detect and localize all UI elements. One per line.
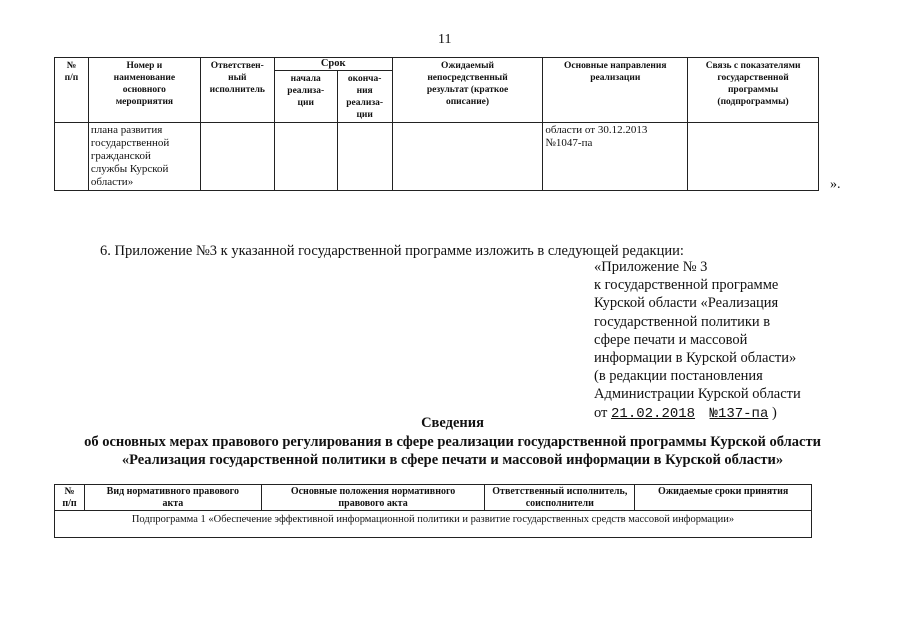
measures-table xyxy=(54,57,819,191)
annex-lines xyxy=(594,258,834,404)
annex-date: 21.02.2018 xyxy=(611,405,696,422)
annex-line: (в редакции постановления xyxy=(594,368,763,385)
text-line: ции xyxy=(356,110,373,120)
text-line: службы Курской xyxy=(90,163,169,175)
text-line: области» xyxy=(90,176,134,188)
text-line: области от 30.12.2013 xyxy=(545,124,648,136)
text-line: реализа- xyxy=(346,98,384,108)
text-line: мероприятия xyxy=(115,97,174,107)
text-line: гражданской xyxy=(90,150,151,162)
text-line: п/п xyxy=(62,498,77,509)
item-6-paragraph: 6. Приложение №3 к указанной государственной программе изложить в следующей редакции: xyxy=(100,243,684,259)
text-line: Ответственный исполнитель, xyxy=(492,486,628,497)
annex-from: от xyxy=(594,404,608,421)
text-line: Основные направления xyxy=(564,61,667,71)
text-line: непосредственный xyxy=(427,73,508,83)
text-line: ный xyxy=(228,73,247,83)
annex-line: Администрации Курской области xyxy=(594,386,801,403)
cell-name xyxy=(88,123,200,191)
text-line: исполнитель xyxy=(209,85,265,95)
text-line: №1047-па xyxy=(545,137,593,149)
text-line: Основные положения нормативного xyxy=(290,486,456,497)
annex-number: №137-па xyxy=(709,405,769,422)
text-line: оконча- xyxy=(347,74,382,84)
text-line: Связь с показателями xyxy=(705,61,801,71)
annex-block xyxy=(594,258,834,423)
heading-line-3: «Реализация государственной политики в сфере печати и массовой информации в Курской области» xyxy=(121,452,784,468)
text-line: правового акта xyxy=(338,498,408,509)
header-num xyxy=(55,58,89,123)
cell-link xyxy=(688,123,819,191)
text-line: Ожидаемый xyxy=(441,61,495,71)
annex-line: к государственной программе xyxy=(594,277,779,294)
text-line: п/п xyxy=(64,73,79,83)
cell-expected xyxy=(392,123,543,191)
text-line: ния xyxy=(356,86,373,96)
text-line: реализа- xyxy=(287,86,325,96)
cell-num xyxy=(55,123,89,191)
header-directions xyxy=(543,58,688,123)
annex-close: ) xyxy=(771,404,777,421)
t2-header-responsible xyxy=(485,485,635,511)
t2-header-terms xyxy=(635,485,812,511)
text-line: результат (краткое xyxy=(426,85,509,95)
header-end xyxy=(337,71,392,123)
header-name xyxy=(88,58,200,123)
text-line: описание) xyxy=(445,97,490,107)
text-line: № xyxy=(64,486,75,497)
text-line: основного xyxy=(122,85,166,95)
text-line: № xyxy=(66,61,77,71)
text-line: государственной xyxy=(90,137,170,149)
annex-line: «Приложение № 3 xyxy=(594,259,708,275)
text-line: начала xyxy=(290,74,321,84)
header-expected xyxy=(392,58,543,123)
text-line: плана развития xyxy=(90,124,163,136)
t2-header-num xyxy=(55,485,85,511)
text-line: акта xyxy=(162,498,184,509)
cell-start xyxy=(274,123,337,191)
t2-header-provisions xyxy=(261,485,485,511)
annex-line: информации в Курской области» xyxy=(594,350,797,367)
header-responsible xyxy=(200,58,274,123)
text-line: реализации xyxy=(590,73,641,83)
table-row xyxy=(55,123,819,191)
text-line: Номер и xyxy=(126,61,163,71)
text-line: Ожидаемые сроки принятия xyxy=(657,486,789,497)
text-line: соисполнители xyxy=(525,498,594,509)
text-line: программы xyxy=(727,85,779,95)
text-line: (подпрограммы) xyxy=(717,97,789,107)
cell-responsible xyxy=(200,123,274,191)
heading-title: Сведения xyxy=(421,415,484,431)
annex-line: Курской области «Реализация xyxy=(594,295,779,312)
header-term: Срок xyxy=(274,58,392,71)
text-line: Вид нормативного правового xyxy=(106,486,239,497)
page-number: 11 xyxy=(438,32,452,47)
text-line: ции xyxy=(297,98,314,108)
closing-quote: ». xyxy=(830,177,841,192)
annex-line: государственной политики в xyxy=(594,313,771,330)
subprogram-row: Подпрограмма 1 «Обеспечение эффективной информационной политики и развитие государственных средств массовой информации» xyxy=(55,511,812,538)
header-link xyxy=(688,58,819,123)
text-line: Ответствен- xyxy=(210,61,264,71)
text-line: наименование xyxy=(113,73,176,83)
header-start xyxy=(274,71,337,123)
legal-measures-table xyxy=(54,484,812,538)
annex-line: сфере печати и массовой xyxy=(594,331,748,348)
heading-line-2: об основных мерах правового регулирования в сфере реализации государственной программы Курской области xyxy=(84,434,821,450)
table-row xyxy=(55,511,812,538)
t2-header-type xyxy=(84,485,261,511)
cell-directions xyxy=(543,123,688,191)
text-line: государственной xyxy=(717,73,789,83)
cell-end xyxy=(337,123,392,191)
